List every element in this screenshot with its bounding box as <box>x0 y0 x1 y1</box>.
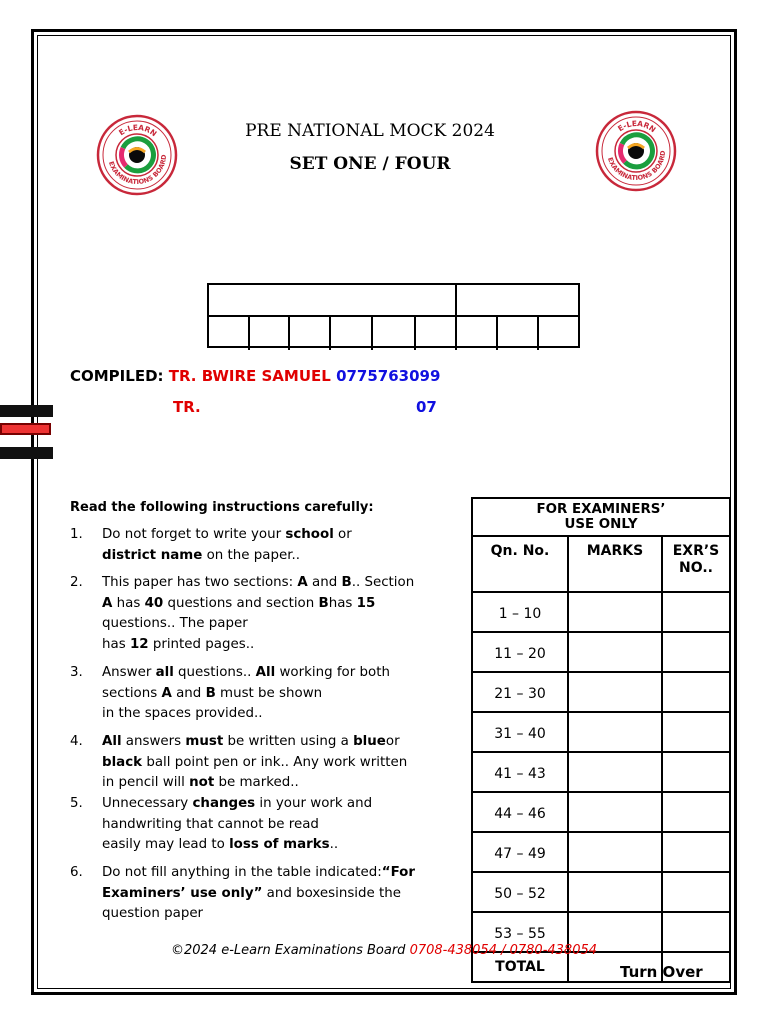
marks-cell[interactable] <box>568 672 662 712</box>
table-row <box>472 832 730 872</box>
margin-bar-top <box>0 405 53 417</box>
question-range-cell: 53 – 55 <box>472 912 568 952</box>
col-header-exr <box>662 536 730 592</box>
tr-label: TR. <box>173 398 201 416</box>
seal-bottom-text: EXAMINATIONS BOARD <box>605 150 668 183</box>
elearn-seal-right-logo <box>595 110 677 192</box>
table-row <box>472 672 730 712</box>
question-range-cell: 21 – 30 <box>472 672 568 712</box>
footer-phones: 0708-438054 / 0780-438054 <box>409 943 598 958</box>
exr-cell[interactable] <box>662 672 730 712</box>
instruction-number: 6. <box>70 865 83 880</box>
marks-cell[interactable] <box>568 712 662 752</box>
marks-cell[interactable] <box>568 792 662 832</box>
instruction-text: Do not forget to write your school or district name on the paper.. <box>102 527 352 563</box>
question-range-cell: 11 – 20 <box>472 632 568 672</box>
compiler-name: TR. BWIRE SAMUEL <box>168 367 331 385</box>
col-header-qn: Qn. No. <box>472 536 568 592</box>
table-row <box>472 792 730 832</box>
table-row <box>472 872 730 912</box>
instruction-number: 1. <box>70 527 83 542</box>
table-row <box>472 632 730 672</box>
instruction-text: Do not fill anything in the table indicated:“For Examiners’ use only” and boxesinside the question paper <box>102 865 415 921</box>
exam-title: PRE NATIONAL MOCK 2024 <box>245 121 495 141</box>
examiners-table-title <box>472 498 730 536</box>
instruction-text: Answer all questions.. All working for both sections A and B must be shown in the spaces provided.. <box>102 665 390 721</box>
exr-cell[interactable] <box>662 632 730 672</box>
instruction-item <box>70 525 450 566</box>
seal-top-text: E-LEARN <box>117 122 159 139</box>
seal-bottom-text: EXAMINATIONS BOARD <box>106 154 169 187</box>
instruction-number: 3. <box>70 665 83 680</box>
instruction-item <box>70 794 450 856</box>
candidate-number-grid[interactable] <box>207 283 580 348</box>
total-label: TOTAL <box>472 952 568 982</box>
examiners-title-line1: FOR EXAMINERS’ <box>536 502 666 517</box>
question-range-cell: 44 – 46 <box>472 792 568 832</box>
marks-cell[interactable] <box>568 832 662 872</box>
instruction-text: Unnecessary changes in your work and handwriting that cannot be read easily may lead to loss of marks.. <box>102 796 373 852</box>
instruction-text: All answers must be written using a blueor black ball point pen or ink.. Any work written in pencil will not be marked.. <box>102 734 408 790</box>
exr-cell[interactable] <box>662 752 730 792</box>
question-range-cell: 41 – 43 <box>472 752 568 792</box>
table-row <box>472 712 730 752</box>
exr-cell[interactable] <box>662 592 730 632</box>
seal-top-text: E-LEARN <box>616 118 658 135</box>
exr-cell[interactable] <box>662 712 730 752</box>
question-range-cell: 47 – 49 <box>472 832 568 872</box>
marks-cell[interactable] <box>568 592 662 632</box>
exr-cell[interactable] <box>662 832 730 872</box>
marks-cell[interactable] <box>568 872 662 912</box>
question-range-cell: 1 – 10 <box>472 592 568 632</box>
tr-number: 07 <box>416 398 437 416</box>
instruction-item <box>70 573 450 655</box>
question-range-cell: 31 – 40 <box>472 712 568 752</box>
instruction-number: 4. <box>70 734 83 749</box>
col-header-exr-line2: NO.. <box>679 560 713 576</box>
margin-bar-red <box>0 423 51 435</box>
turn-over-label: Turn Over <box>620 963 703 981</box>
col-header-marks: MARKS <box>568 536 662 592</box>
compiled-label: COMPILED: <box>70 367 164 385</box>
question-range-cell: 50 – 52 <box>472 872 568 912</box>
examiners-title-line2: USE ONLY <box>564 517 638 532</box>
table-row <box>472 592 730 632</box>
col-header-exr-line1: EXR’S <box>672 543 720 559</box>
instruction-item <box>70 663 450 725</box>
instruction-number: 2. <box>70 575 83 590</box>
instruction-item <box>70 732 450 794</box>
exr-cell[interactable] <box>662 792 730 832</box>
margin-bar-bottom <box>0 447 53 459</box>
instruction-item <box>70 863 450 925</box>
compiler-phone: 0775763099 <box>336 367 441 385</box>
footer-copyright-line <box>0 943 768 958</box>
examiners-use-table <box>471 497 731 983</box>
exam-subtitle: SET ONE / FOUR <box>289 154 451 174</box>
table-row <box>472 752 730 792</box>
compiled-by-line <box>70 367 440 385</box>
footer-copyright: ©2024 e-Learn Examinations Board <box>170 943 406 958</box>
exr-cell[interactable] <box>662 872 730 912</box>
instruction-text: This paper has two sections: A and B.. Section A has 40 questions and section Bhas 15 questions.. The paper has 12 printed pages.. <box>102 575 415 652</box>
instructions-heading: Read the following instructions carefully: <box>70 500 374 515</box>
instruction-number: 5. <box>70 796 83 811</box>
marks-cell[interactable] <box>568 752 662 792</box>
marks-cell[interactable] <box>568 632 662 672</box>
